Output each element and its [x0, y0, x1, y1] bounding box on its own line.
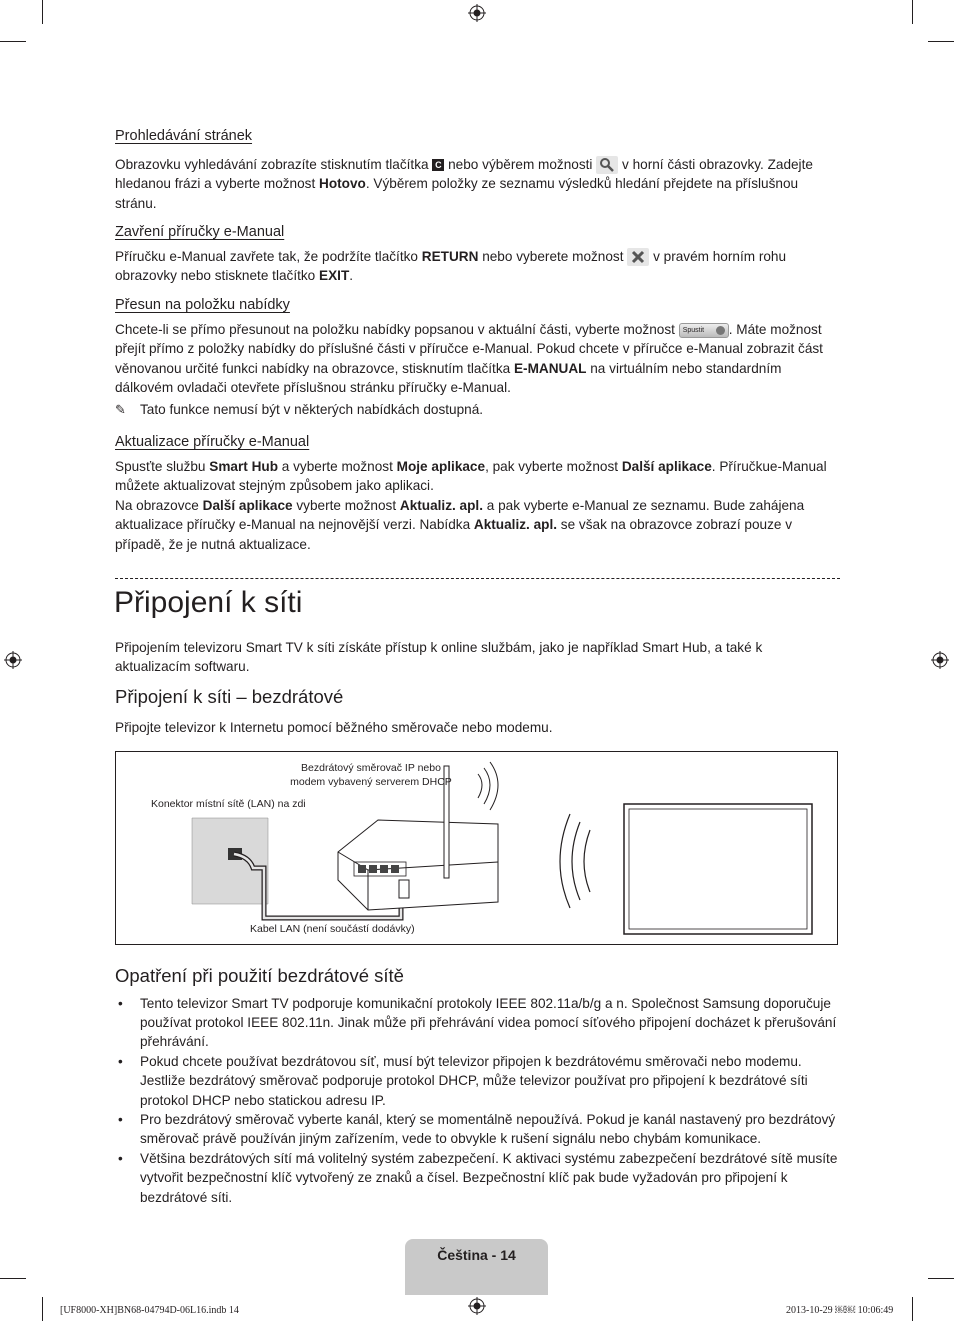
crop-mark	[912, 0, 913, 24]
search-icon	[596, 156, 618, 174]
wireless-heading: Připojení k síti – bezdrátové	[115, 686, 344, 707]
file-info: [UF8000-XH]BN68-04794D-06L16.indb 14	[60, 1305, 239, 1316]
crop-mark	[42, 0, 43, 24]
crop-mark	[928, 41, 954, 42]
cable-label: Kabel LAN (není součástí dodávky)	[250, 923, 415, 935]
list-item: • Tento televizor Smart TV podporuje komunikační protokoly IEEE 802.11a/b/g a n. Společnost Samsung doporučuje používat protokol IEEE 802.11n. Jinak může při přehrávání videa pomocí síťového připojení docházet k přerušování přehrávání.	[118, 996, 837, 1050]
crop-mark	[0, 41, 26, 42]
page-number: Čeština - 14	[437, 1247, 516, 1263]
bullet-icon: •	[118, 1151, 123, 1167]
move-paragraph: Chcete-li se přímo přesunout na položku nabídky popsanou v aktuální části, vyberte možnost Spustit . Máte možnost přejít přímo z položky nabídky do příslušné části v příručce e-Manual. Pokud chcete v příručce e-Manual zobrazit část věnovanou určité funkci nabídky na obrazovce, stisknutím tlačítka E-MANUAL na virtuálním nebo standardním dálkovém ovladači otevřete příslušnou stránku příručky e-Manual.	[115, 322, 823, 395]
list-item: • Pro bezdrátový směrovač vyberte kanál, který se momentálně nepoužívá. Pokud je kanál nastavený pro bezdrátový směrovač právě používán jiným zařízením, vede to obvykle k rušení signálu nebo chybám komunikace.	[118, 1112, 836, 1147]
registration-mark-icon	[4, 651, 22, 669]
wall-connector-label: Konektor místní sítě (LAN) na zdi	[151, 798, 306, 810]
list-item: • Většina bezdrátových sítí má volitelný systém zabezpečení. K aktivaci systému zabezpečení bezdrátové sítě musíte vytvořit bezpečnostní klíč vytvořený ze znaků a čísel. Bezpečnostní klíč pak bude vyžadován pro připojení k bezdrátové síti.	[118, 1151, 838, 1205]
spustit-button: Spustit	[679, 323, 729, 338]
page-title: Připojení k síti	[114, 586, 303, 619]
search-paragraph: Obrazovku vyhledávání zobrazíte stisknutím tlačítka C nebo výběrem možnosti v horní části obrazovky. Zadejte hledanou frázi a vyberte možnost Hotovo. Výběrem položky ze seznamu výsledků hledání přejdete na příslušnou stránu.	[115, 157, 813, 211]
play-icon	[716, 326, 725, 335]
crop-mark	[42, 1297, 43, 1321]
section-divider	[115, 578, 840, 579]
section-heading-update: Aktualizace příručky e-Manual	[115, 434, 310, 450]
list-item: • Pokud chcete používat bezdrátovou síť, musí být televizor připojen k bezdrátovému směrovači nebo modemu. Jestliže bezdrátový směrovač podporuje protokol DHCP, může televizor používat pro připojení k bezdrátové síti protokol DHCP nebo statickou adresu IP.	[118, 1054, 808, 1108]
note: ✎ Tato funkce nemusí být v některých nabídkách dostupná.	[115, 400, 840, 419]
crop-mark	[928, 1278, 954, 1279]
bullet-icon: •	[118, 996, 123, 1011]
network-diagram	[115, 751, 838, 945]
precautions-list	[115, 994, 843, 1207]
registration-mark-icon	[931, 651, 949, 669]
crop-mark	[912, 1297, 913, 1321]
router-label: Bezdrátový směrovač IP nebo modem vybavený serverem DHCP	[290, 762, 452, 788]
section-heading-close: Zavření příručky e-Manual	[115, 224, 285, 240]
update-paragraph-2: Na obrazovce Další aplikace vyberte možnost Aktualiz. apl. a pak vyberte e-Manual ze seznamu. Bude zahájena aktualizace příručky e-Manual na nejnovější verzi. Nabídka Aktualiz. apl. se však na obrazovce zobrazí pouze v případě, že je nutná aktualizace.	[115, 498, 805, 552]
section-heading-move: Přesun na položku nabídky	[115, 297, 290, 313]
page-number-tab	[405, 1239, 548, 1295]
registration-mark-icon	[468, 1297, 486, 1315]
registration-mark-icon	[468, 4, 486, 22]
network-diagram-illustration	[116, 752, 837, 944]
section-heading-search: Prohledávání stránek	[115, 128, 253, 144]
precautions-heading: Opatření při použití bezdrátové sítě	[115, 965, 404, 986]
c-button-icon: C	[432, 159, 444, 171]
update-paragraph-1: Spusťte službu Smart Hub a vyberte možnost Moje aplikace, pak vyberte možnost Další aplikace. Příručkue-Manual můžete aktualizovat stejným způsobem jako aplikaci.	[115, 459, 827, 494]
wireless-text: Připojte televizor k Internetu pomocí běžného směrovače nebo modemu.	[115, 720, 553, 735]
crop-mark	[0, 1278, 26, 1279]
network-intro: Připojením televizoru Smart TV k síti získáte přístup k online službám, jako je například Smart Hub, a také k aktualizacím softwaru.	[115, 640, 763, 675]
close-paragraph: Příručku e-Manual zavřete tak, že podržíte tlačítko RETURN nebo vyberete možnost v pravém horním rohu obrazovky nebo stisknete tlačítko EXIT.	[115, 249, 787, 284]
pencil-icon: ✎	[115, 402, 126, 417]
close-icon	[627, 248, 649, 266]
print-timestamp: 2013-10-29 ￼￼ 10:06:49	[786, 1305, 894, 1316]
bullet-icon: •	[118, 1112, 123, 1128]
bullet-icon: •	[118, 1054, 123, 1070]
